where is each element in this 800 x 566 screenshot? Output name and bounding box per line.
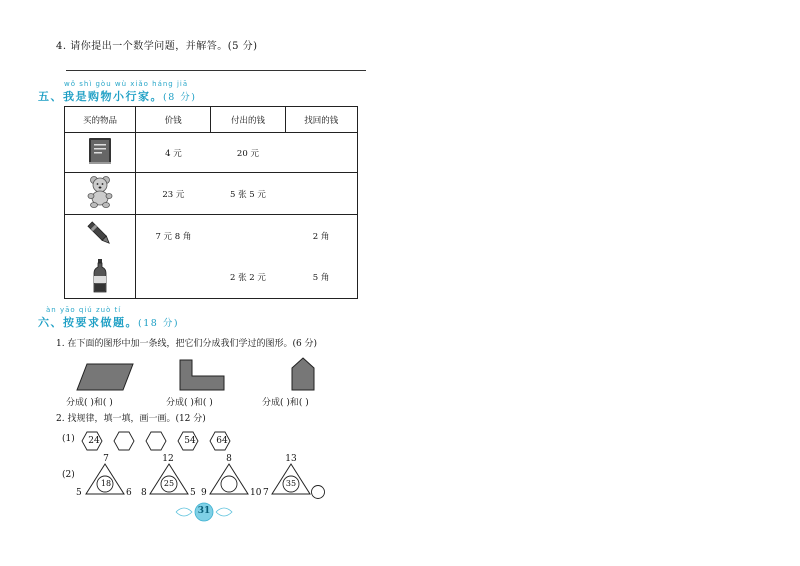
triangle-4-left: 7 (263, 488, 269, 498)
split-label-3: 分成( )和( ) (262, 398, 309, 408)
teddy-bear-icon (85, 175, 115, 209)
sequence-value-4: 54 (184, 436, 196, 446)
change-cell: 2 角 (285, 215, 357, 257)
pen-icon (85, 218, 115, 250)
price-cell: 7 元 8 角 (136, 215, 211, 257)
sequence-value-5: 64 (216, 436, 228, 446)
paid-cell (211, 215, 285, 257)
table-row (65, 257, 358, 299)
change-cell: 5 角 (285, 257, 357, 299)
paid-cell: 2 张 2 元 (211, 257, 285, 299)
book-icon (85, 136, 115, 166)
section5-title (38, 88, 196, 104)
question-4: 4. 请你提出一个数学问题，并解答。(5 分) (56, 41, 258, 52)
section5-title-text: 五、我是购物小行家。 (38, 90, 163, 103)
triangle-4-center: 35 (285, 479, 297, 488)
split-label-2: 分成( )和( ) (166, 398, 213, 408)
section6-title-text: 六、按要求做题。 (38, 316, 138, 329)
hexagon-3 (146, 432, 166, 450)
item-cell (65, 215, 136, 257)
section6-pinyin: àn yāo qiú zuò tí (46, 306, 122, 314)
triangle-4-top: 13 (285, 454, 297, 464)
table-row (65, 133, 358, 173)
triangle-2-center: 25 (163, 479, 175, 488)
item-cell (65, 133, 136, 173)
l-shape (178, 358, 226, 392)
table-header-row (65, 107, 358, 133)
split-label-1: 分成( )和( ) (66, 398, 113, 408)
shopping-table (64, 106, 358, 299)
page-number: 31 (197, 506, 211, 516)
hexagon-2 (114, 432, 134, 450)
paid-cell: 20 元 (236, 148, 259, 159)
sequence-value-1: 24 (88, 436, 100, 446)
question-6-1: 1. 在下面的图形中加一条线，把它们分成我们学过的图形。(6 分) (56, 339, 318, 349)
table-row (65, 215, 358, 257)
triangle-1-top: 7 (103, 454, 109, 464)
triangle-2-top: 12 (162, 454, 174, 464)
section6-title (38, 314, 179, 330)
price-cell (136, 257, 211, 299)
section5-pinyin: wǒ shì gòu wù xiǎo háng jiā (64, 80, 189, 88)
change-cell (285, 173, 357, 215)
item-cell (65, 173, 136, 215)
question-6-2: 2. 找规律，填一填，画一画。(12 分) (56, 414, 206, 424)
triangle-3-right: 10 (250, 488, 262, 498)
triangle-2-right: 5 (190, 488, 196, 498)
answer-circle (310, 484, 326, 500)
paid-cell: 5 张 5 元 (211, 173, 285, 215)
pentagon-house-shape (290, 356, 316, 392)
price-cell: 23 元 (136, 173, 211, 215)
triangle-1-left: 5 (76, 488, 82, 498)
header-change: 找回的钱 (285, 107, 357, 133)
table-row (65, 173, 358, 215)
triangle-1-center: 18 (100, 479, 112, 488)
header-paid: 付出的钱 (211, 107, 285, 133)
header-item: 买的物品 (65, 107, 136, 133)
triangle-2-left: 8 (141, 488, 147, 498)
change-cell (285, 133, 357, 173)
parallelogram-shape (75, 362, 135, 392)
triangle-1-right: 6 (126, 488, 132, 498)
section6-score: (18 分) (138, 318, 180, 329)
answer-line (66, 70, 366, 71)
triangle-label: (2) (62, 470, 75, 480)
section5-score: (8 分) (163, 92, 197, 103)
triangle-3 (208, 462, 250, 496)
triangle-3-left: 9 (201, 488, 207, 498)
bottle-icon (90, 258, 110, 294)
sequence-label: (1) (62, 434, 75, 444)
item-cell (65, 257, 136, 299)
triangle-3-top: 8 (226, 454, 232, 464)
header-price: 价钱 (136, 107, 211, 133)
price-cell: 4 元 (165, 148, 182, 159)
